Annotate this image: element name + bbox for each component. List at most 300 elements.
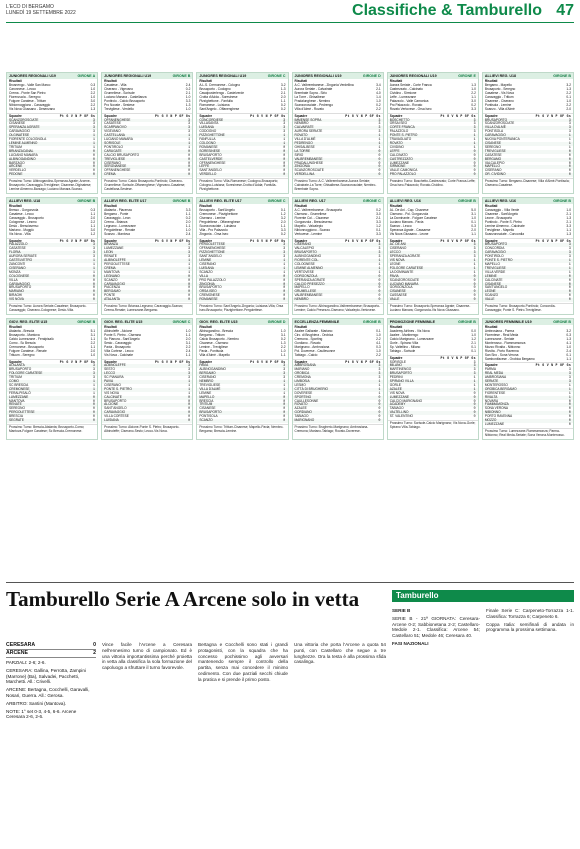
team-points: 0 xyxy=(92,297,96,302)
match-score: 1-0 xyxy=(376,333,381,338)
team-points: 1 xyxy=(473,265,476,270)
team-points: 1 xyxy=(283,265,286,270)
team-name: FOLGORE CARATESE xyxy=(9,371,43,376)
match-score: 3-4 xyxy=(376,83,381,88)
standings-box xyxy=(6,197,98,315)
team-name: ATALANTA xyxy=(9,363,25,368)
team-name: CARAVAGGIO xyxy=(104,410,126,415)
notes: NOTE: 1° set 0-3, 4-5, 6-6. Arcene Ceresara 2-6, 2-6. xyxy=(6,708,77,720)
team-name: ACADEMY xyxy=(389,402,406,407)
columns-header: Pt G V N P GF Gs xyxy=(535,363,572,368)
team-name: AURORA SERIATE xyxy=(9,254,37,259)
match-teams: Cremonese - Pizzighettone xyxy=(199,212,238,217)
match-score: 4-1 xyxy=(566,340,572,345)
team-name: FANFULLA xyxy=(199,137,216,142)
team-name: PONTE xyxy=(104,293,116,298)
team-points: 1 xyxy=(473,133,476,138)
team-points: 3 xyxy=(92,121,96,126)
match-score: 2-0 xyxy=(90,216,96,220)
team-name: LUISIANA xyxy=(199,125,214,130)
match-teams: Marignano - Ambrosiana xyxy=(294,344,330,349)
match-score: 0-2 xyxy=(185,87,191,92)
team-name: BRUSAPORTO xyxy=(199,285,222,290)
team-points: 3 xyxy=(92,375,96,380)
team-name: AZALEE xyxy=(294,406,307,411)
championship-title: JUNIORES FEMMINILE U19 xyxy=(484,319,532,324)
team-points: 0 xyxy=(92,410,96,415)
championship-title: ALLIEVI REG. U16 xyxy=(389,198,421,203)
article-col-1 xyxy=(102,642,192,673)
match-teams: Pontirolo - Calcio Brusaporto xyxy=(104,98,145,103)
table-row xyxy=(293,298,383,302)
team-name: BRUSAPORTO xyxy=(199,152,222,157)
match-teams: Rivolta - Porto Ravenna xyxy=(484,348,519,353)
team-name: BOSCHETTO xyxy=(389,117,410,122)
team-name: CODOGNO xyxy=(199,129,217,134)
masthead xyxy=(6,4,76,16)
match-score: 2-0 xyxy=(280,95,286,100)
team-name: ROMANESE xyxy=(199,144,218,149)
match-teams: Sesto - Caravaggio xyxy=(104,340,132,345)
team-points: 0 xyxy=(92,152,96,157)
columns-header: Pt G V N P GF Gs xyxy=(59,359,96,364)
team-name: FLORIA xyxy=(9,250,21,255)
team-name: PEDONE xyxy=(9,172,23,177)
team-name: AURORA SERIATE xyxy=(294,129,323,134)
results-label: Risultati xyxy=(294,79,308,84)
team-points: 1 xyxy=(378,390,381,395)
match-score: 1-1 xyxy=(280,352,286,357)
results-label: Risultati xyxy=(9,204,22,209)
match-teams: Cisanese - Sant'Angelo xyxy=(484,212,519,217)
team-points: 0 xyxy=(568,172,572,177)
team-name: GORDIANO xyxy=(294,410,312,415)
table-row xyxy=(197,173,287,177)
team-name: COLOGNESE xyxy=(294,261,315,266)
team-points: 3 xyxy=(473,117,476,122)
team-name: CARAVAGGIO xyxy=(484,250,506,255)
team-points: 1 xyxy=(568,137,572,142)
team-name: TRITIUM xyxy=(199,402,213,407)
team-name: PEDRENGO xyxy=(294,141,313,145)
team-points: 0 xyxy=(188,418,191,423)
team-name: SPERANZA AGRATE xyxy=(9,125,40,130)
team-points: 3 xyxy=(378,254,381,259)
match-teams: Pizzighettone - Fanfulla xyxy=(199,98,233,103)
team-points: 1 xyxy=(188,137,191,142)
championship-title: ALLIEVI REG. U17 xyxy=(294,198,326,203)
team-name: FIORENTESE xyxy=(484,390,506,395)
team-points: 0 xyxy=(473,410,476,415)
team-name: CREMONESE xyxy=(199,293,220,298)
next-round-note: Prossimo Turno: Sorisole-Calcio Marignano; Vis Nova-Gorle; Spirano Villa-Tabiago. xyxy=(388,420,478,431)
tamburello-col-2 xyxy=(486,608,574,635)
team-name: SORISOLE xyxy=(389,359,406,364)
match-teams: Rovato Vertovese - Orsa Iseo xyxy=(389,106,432,111)
columns-header: Pt G V N P GF Gs xyxy=(154,113,191,118)
team-points: 0 xyxy=(188,285,191,290)
team-points: 1 xyxy=(568,141,572,145)
match-score: 1-1 xyxy=(185,333,191,338)
match-teams: Lumezzane - Seriate xyxy=(484,336,515,341)
championship-title: JUNIORES REGIONALI U19 xyxy=(389,74,437,78)
team-points: 3 xyxy=(188,371,191,376)
group-label: GIRONE B xyxy=(77,198,96,203)
article-paragraph: Vince facile l'Arcene a Ceresara nell'ennesimo turno di campionato. Ed è una vittoria importantissima perché proietta in vetta alla classifica la sola formazione del capoluogo a sfruttare il turno favorevole. xyxy=(102,642,192,671)
teams-header: Squadre xyxy=(484,238,498,243)
team-name: CISANESE xyxy=(389,289,406,294)
match-teams: Sp. Valtellino - Milano xyxy=(389,344,421,349)
team-points: 0 xyxy=(568,289,572,294)
team-name: CISERANO xyxy=(104,160,121,165)
championship-title: GIOV. REG. ELITE U15 xyxy=(104,319,143,324)
team-name: PAVIA xyxy=(199,363,209,368)
team-name: TABIAGO xyxy=(294,414,309,419)
team-name: ORSA ISEO xyxy=(389,121,408,126)
team-points: 1 xyxy=(473,382,476,387)
table-row xyxy=(483,423,573,427)
team-points: 3 xyxy=(378,125,381,130)
team-2: ARCENE xyxy=(6,650,28,656)
match-score: 0-1 xyxy=(471,344,476,349)
team-name: OFFANENGHESE xyxy=(104,168,131,173)
next-round-note: Prossimo Turno: Bergamo-Cisanese; Villa d'Almè-Pontisola; Ciserano-Casatese. xyxy=(483,178,573,189)
team-points: 3 xyxy=(188,125,191,130)
tamb-heading: SERIE B xyxy=(392,608,411,613)
team-name: LUISIANA xyxy=(199,265,214,270)
standings-box xyxy=(387,72,479,194)
match-score: 2-2 xyxy=(566,91,572,96)
team-name: PEDRINI xyxy=(389,375,403,380)
standings-box xyxy=(292,72,384,194)
table-row xyxy=(483,298,573,302)
team-name: VILLA D'ALMÈ xyxy=(294,137,316,142)
team-name: VALLE xyxy=(484,297,495,302)
match-teams: Azalee - Martinengo xyxy=(389,333,419,338)
team-name: ARCENE xyxy=(9,164,23,169)
match-teams: Romanese - Luisiana xyxy=(199,102,230,107)
team-points: 1 xyxy=(568,258,572,263)
team-name: OLGINATESE xyxy=(9,133,30,138)
team-points: 0 xyxy=(283,418,286,423)
match-teams: Gordiano - Rovato xyxy=(294,340,321,345)
teams-header: Squadre xyxy=(9,113,22,118)
group-label: GIRONE D xyxy=(362,74,381,78)
team-name: COLOGNO xyxy=(199,141,216,145)
team-points: 3 xyxy=(473,367,476,372)
match-teams: Scanzorosciate - Pedrengo xyxy=(294,102,333,107)
team-points: 0 xyxy=(473,164,476,169)
team-name: MAPELLO xyxy=(199,394,215,399)
team-name: CARUGATE xyxy=(104,148,122,153)
group-label: GIRONE B xyxy=(458,319,476,324)
next-round-note: Prossimo Turno: Brusaporto-Speranza Agrate; Cisanese-Luciano Manara; Gorgonzola-Vis Nova Giussano. xyxy=(388,303,478,314)
match-score: 1-2 xyxy=(471,336,476,341)
team-points: 0 xyxy=(283,398,286,403)
columns-header: Pt G V N P GF Gs xyxy=(535,238,572,243)
match-score: 2-2 xyxy=(90,91,96,96)
match-teams: Sc Pianura - Sant'Angelo xyxy=(104,336,140,341)
team-name: SEGRATE xyxy=(9,418,24,423)
match-score: 2-0 xyxy=(185,336,191,341)
team-points: 0 xyxy=(283,414,286,419)
match-score: 2-2 xyxy=(566,102,572,107)
team-name: GORGONZOLA xyxy=(389,285,413,290)
team-points: 3 xyxy=(473,242,476,247)
match-score: 3-1 xyxy=(471,212,476,217)
match-score: 3-3 xyxy=(376,219,381,224)
columns-header: Pt G V N P GF Gs xyxy=(440,238,476,243)
tamb-paragraph: SERIE B - 21ª GIORNATA: Ceresara-Arcene 0-2; Sabbionetana 2-2; Castellaro-Medole 2-1. Classifica: Arcene 54; Castellaro 51; Medole 46; Ceresara 40. xyxy=(392,615,480,639)
match-teams: Circ. di Brughiera - Orobica xyxy=(294,333,334,338)
match-teams: Bergamo - Tritium xyxy=(199,333,225,338)
match-teams: Pro Palazzolo - Rovato xyxy=(389,102,423,107)
team-points: 1 xyxy=(568,265,572,270)
team-name: BRUSAPORTO xyxy=(294,250,317,255)
match-teams: Desio - Bresciaverso xyxy=(9,223,39,228)
team-name: VERDELLO xyxy=(9,168,27,173)
team-name: CISERANO xyxy=(484,168,502,173)
team-name: ROVATO xyxy=(294,402,308,407)
team-points: 3 xyxy=(568,250,572,255)
match-score: 1-0 xyxy=(376,348,381,353)
team-points: 1 xyxy=(473,375,476,380)
team-points: 1 xyxy=(92,137,96,142)
team-points: 1 xyxy=(378,269,381,274)
columns-header: Pt G V N P GF Gs xyxy=(250,238,286,243)
table-row xyxy=(388,173,478,177)
team-points: 1 xyxy=(378,382,381,387)
teams-header: Squadre xyxy=(294,113,308,118)
article-paragraph: Una vittoria che porta l'Arcene a quota 54 punti, con Castellaro che segue a tre lunghezze. Ora la testa è alla prossima sfida casalinga. xyxy=(294,642,386,665)
championship-title: GIOV. REG. ELITE U15 xyxy=(199,319,238,324)
team-points: 3 xyxy=(568,117,572,122)
match-teams: Albinogandino - Brescia xyxy=(199,329,234,334)
standings-box xyxy=(196,318,288,440)
match-teams: Luciano Manara - Pavia xyxy=(389,219,424,224)
match-teams: Crotta d'Adda - Soresinese xyxy=(199,95,238,100)
team-points: 1 xyxy=(92,379,96,384)
match-teams: Villa - Pro Palazzolo xyxy=(199,227,228,232)
group-label: GIRONE C xyxy=(172,319,191,324)
team-points: 0 xyxy=(473,281,476,286)
partials: PARZIALI: 2-6; 2-6. xyxy=(6,660,46,665)
team-name: SPERANZA AGRATE xyxy=(294,277,326,282)
match-teams: Caravaggio - Tritium xyxy=(484,95,514,100)
team-points: 0 xyxy=(473,414,476,419)
match-teams: Folgore Caratese - Tritium xyxy=(9,98,47,103)
match-score: 1-3 xyxy=(280,340,286,345)
team-points: 3 xyxy=(378,250,381,255)
page-number: 47 xyxy=(556,2,574,19)
match-score: 2-0 xyxy=(90,348,96,353)
team-name: VERDELLINA xyxy=(294,172,315,177)
team-name: LEMINE ALMENNO xyxy=(294,265,323,270)
match-teams: Vertovese - Lemine xyxy=(294,231,322,236)
team-points: 3 xyxy=(473,250,476,255)
match-score: 0-2 xyxy=(280,231,286,236)
team-name: LUCIANO MANARA xyxy=(9,152,38,157)
team-points: 0 xyxy=(188,297,191,302)
team-points: 0 xyxy=(92,168,96,173)
team-name: SANT'ANGELO xyxy=(484,285,508,290)
results-label: Risultati xyxy=(389,204,403,209)
team-name: LUMEZZANE xyxy=(389,394,409,399)
team-name: FIORENTE COLOGNOLA xyxy=(9,137,47,142)
match-score: 2-2 xyxy=(376,106,381,111)
team-name: CIVIDINO xyxy=(389,144,404,149)
match-score: 2-4 xyxy=(566,348,572,353)
match-teams: Azalee Gallarate - Mariano xyxy=(294,329,333,334)
match-score: 2-2 xyxy=(90,219,96,224)
team-points: 0 xyxy=(568,281,572,286)
team-points: 0 xyxy=(188,281,191,286)
team-points: 3 xyxy=(283,254,286,259)
team-points: 0 xyxy=(283,289,286,294)
championship-title: JUNIORES REGIONALI U19 xyxy=(294,74,342,78)
match-teams: Speranza Agrate - Cassaese xyxy=(389,227,431,232)
match-teams: Nibionnoggiono - Caravaggio xyxy=(9,102,51,107)
article-headline: Tamburello Serie A Arcene solo in vetta xyxy=(6,587,360,611)
match-teams: Leone - Brusaporto xyxy=(484,216,513,220)
team-name: CALCIO BRUSAPORTO xyxy=(104,152,140,157)
match-teams: Brusaporto - Sant'Angelo xyxy=(199,208,235,213)
team-points: 0 xyxy=(378,160,381,165)
match-score: 0-2 xyxy=(376,102,381,107)
team-name: VALLE xyxy=(389,297,400,302)
team-name: CISANESE xyxy=(484,141,501,145)
match-teams: Ciserano - Grumellese xyxy=(294,212,327,217)
match-score: 1-1 xyxy=(90,344,96,349)
columns-header: Pt G V N P GF Gs xyxy=(440,355,476,360)
team-points: 0 xyxy=(568,406,572,411)
team-points: 0 xyxy=(188,148,191,153)
results-label: Risultati xyxy=(199,325,212,330)
match-score: 1-0 xyxy=(471,333,476,338)
team-name: REAL MEDA xyxy=(484,371,504,376)
table-row xyxy=(7,298,97,302)
team-points: 1 xyxy=(92,269,96,274)
team-points: 1 xyxy=(378,379,381,384)
team-name: PONTE S. PIETRO xyxy=(104,386,132,391)
team-name: PONTISOLA xyxy=(199,414,218,419)
match-score: 1-4 xyxy=(376,95,381,100)
next-round-note: Prossimo Turno: Albinogandino-Speranza Agrate; Arcene-Brusaporto; Caravaggio-Trevigliese; Cisanese-Olginatese; Lemine Almenno-Barzago; Luciano Manara-Scanzo. xyxy=(7,178,97,193)
match-teams: Aurora Seriate - Corte Franca xyxy=(389,83,432,88)
team-points: 0 xyxy=(283,156,286,161)
team-name: SESTO xyxy=(104,367,115,372)
team-name: SPIRANO VILLA xyxy=(389,379,414,384)
match-score: 0-0 xyxy=(471,329,476,334)
team-name: GHISALBESE xyxy=(294,144,315,149)
team-name: DOVERESE xyxy=(294,390,313,395)
team-points: 0 xyxy=(283,293,286,298)
team-name: PAVIA xyxy=(104,379,114,384)
match-teams: Leffe - Lumezzane xyxy=(389,95,417,100)
match-score: 1-2 xyxy=(280,212,286,217)
team-points: 0 xyxy=(92,406,96,411)
team-name: VALLE CAMONICA xyxy=(389,168,418,173)
match-score: 3-0 xyxy=(376,212,381,217)
standings-box xyxy=(101,72,193,194)
team-points: 0 xyxy=(473,172,476,177)
team-name: LECCO xyxy=(104,371,116,376)
team-name: SCANZO xyxy=(104,277,118,282)
match-score: 3-3 xyxy=(471,106,476,111)
team-points: 0 xyxy=(568,285,572,290)
team-points: 1 xyxy=(92,265,96,270)
team-points: 0 xyxy=(568,164,572,169)
match-teams: Vis Nova - Calcinate xyxy=(104,352,133,357)
team-points: 3 xyxy=(568,254,572,259)
match-teams: Crema - Ponte San Pietro xyxy=(9,91,46,96)
match-score: 3-3 xyxy=(185,208,191,213)
team-name: CASTELVETRO xyxy=(9,258,33,263)
match-teams: Albinoleffe - Alcione xyxy=(104,329,133,334)
group-label: GIRONE E xyxy=(458,74,476,78)
team-name: VALBREMBANESE xyxy=(294,156,323,161)
team-points: 3 xyxy=(283,117,286,122)
match-score: 1-0 xyxy=(566,98,572,103)
team-name: MARIANO xyxy=(9,289,24,294)
team-points: 3 xyxy=(283,375,286,380)
match-teams: Tabiago - Sorisole xyxy=(389,348,416,353)
team-points: 3 xyxy=(473,129,476,134)
match-score: 1-1 xyxy=(90,223,96,228)
match-teams: Scanzo - Lecco xyxy=(389,223,412,228)
next-round-note: Prossimo Turno: Brugherio-Marignano; Ambrosiana-Cremona; Mariano-Tabiago; Rovato-Doverese. xyxy=(293,424,383,435)
match-teams: Pergolettese - Renate xyxy=(104,227,136,232)
team-points: 0 xyxy=(473,398,476,403)
columns-header: Pt G V N P GF Gs xyxy=(59,113,96,118)
next-round-note: Prossimo Turno: Tritium-Cisanese; Mapello-Pavia; Nembro-Bergamo; Brescia-Lemine. xyxy=(197,424,287,435)
team-points: 3 xyxy=(568,121,572,126)
table-row xyxy=(102,298,192,302)
team-points: 3 xyxy=(92,125,96,130)
team-name: MANTOVA xyxy=(104,269,120,274)
team-points: 3 xyxy=(473,363,476,368)
team-name: SEREGNO xyxy=(9,406,25,411)
match-score: 0-3 xyxy=(90,208,96,213)
team-name: LESMO xyxy=(294,382,306,387)
columns-header: Pt G V N P GF Gs xyxy=(440,113,476,118)
match-score: 2-2 xyxy=(90,340,96,345)
match-score: 1-1 xyxy=(566,356,572,361)
team-points: 1 xyxy=(378,265,381,270)
team-name: SORISOLE xyxy=(104,141,121,145)
header-rule xyxy=(6,22,574,23)
team-points: 3 xyxy=(188,254,191,259)
results-label: Risultati xyxy=(104,204,117,209)
team-name: OROBICA BERGAMO xyxy=(484,386,517,391)
team-points: 1 xyxy=(283,379,286,384)
team-points: 3 xyxy=(283,250,286,255)
team-points: 3 xyxy=(188,129,191,134)
team-points: 0 xyxy=(92,148,96,153)
next-round-note: Prossimo Turno: Villa-Romanese; Codogno-Brusaporto; Cologno-Luisiana; Soresinese-Crotta d'Adda; Fanfulla-Pizzighettone. xyxy=(197,178,287,193)
team-name: LEFFE xyxy=(199,164,210,169)
match-teams: Legnano - Lumezzane xyxy=(104,223,136,228)
results-label: Risultati xyxy=(104,79,117,84)
team-points: 1 xyxy=(568,133,572,138)
team-name: CISANESE xyxy=(484,281,501,286)
standings-box xyxy=(6,318,98,440)
team-name: PERGOLETTESE xyxy=(104,261,130,266)
result-line xyxy=(7,233,97,237)
team-points: 3 xyxy=(568,379,572,384)
team-name: SIRMIONE xyxy=(389,164,406,169)
tamb-paragraph: Coppa Italia: semifinali di andata in programma la prossima settimana. xyxy=(486,621,574,633)
